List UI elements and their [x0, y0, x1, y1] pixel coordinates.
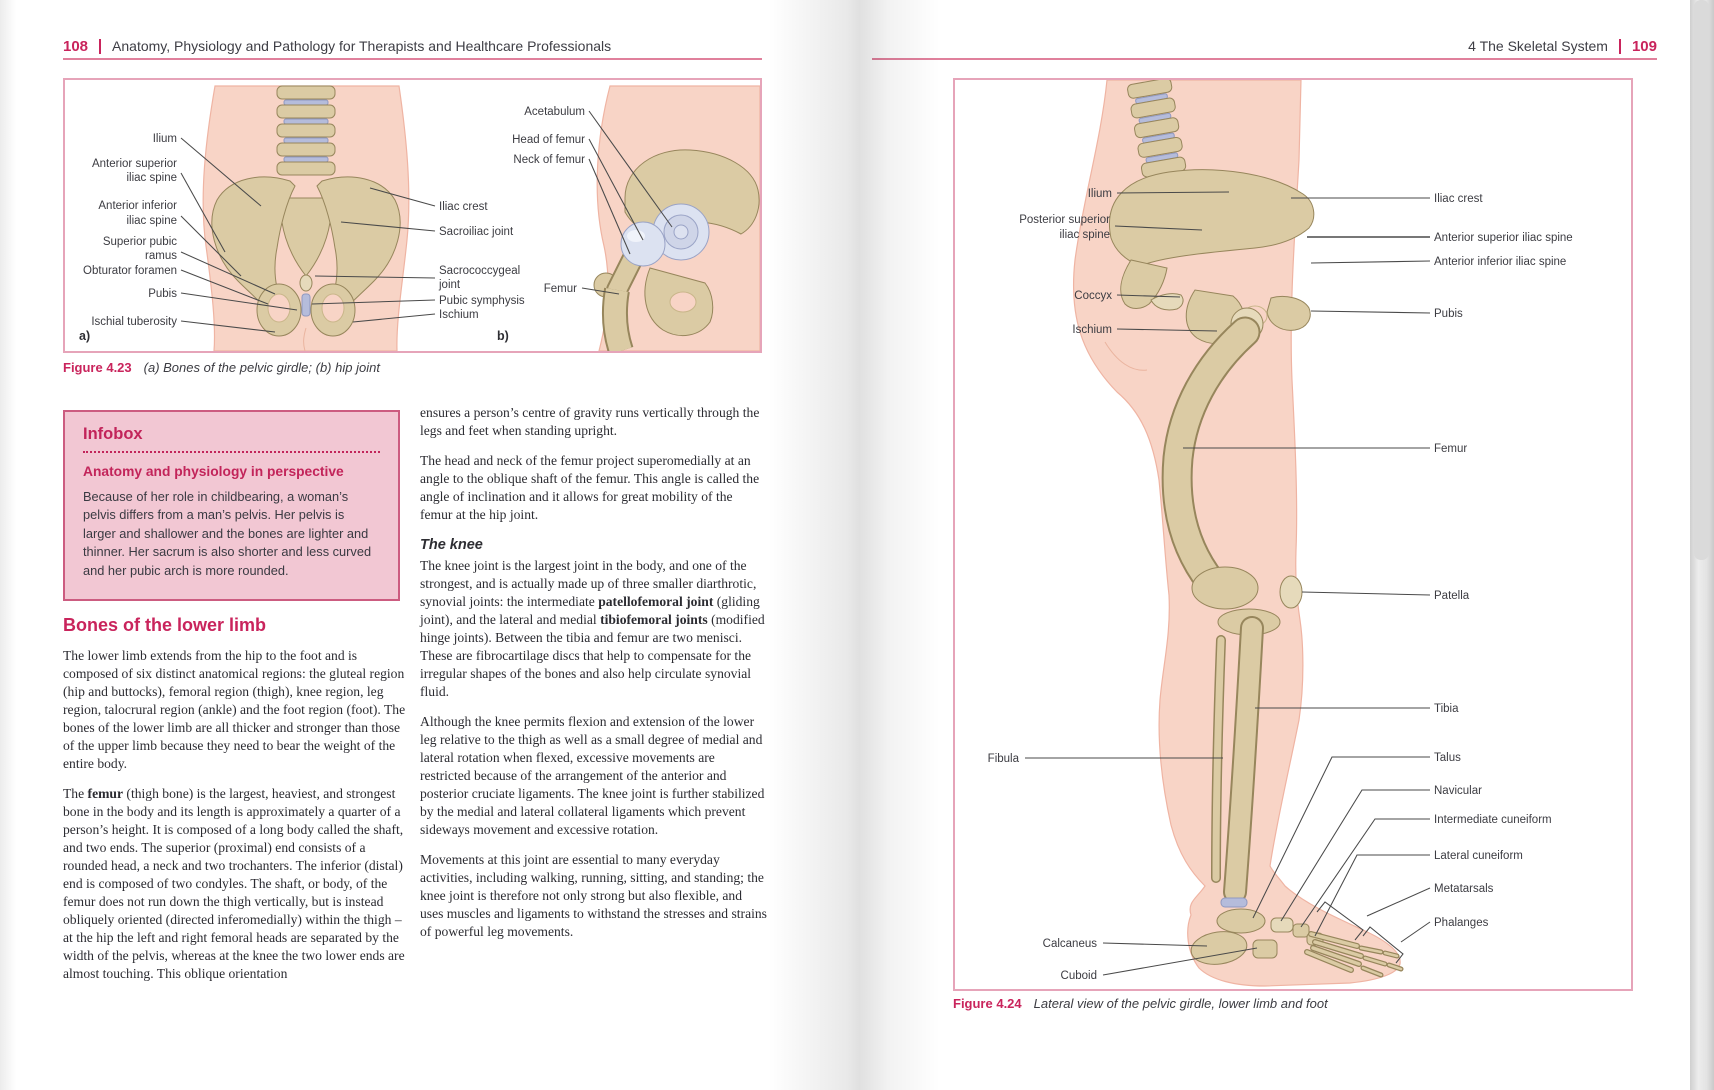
body-paragraph-knee-joints [420, 557, 768, 701]
section-heading: Bones of the lower limb [63, 615, 267, 635]
label-intermediate-cuneiform: Intermediate cuneiform [1434, 814, 1552, 826]
tibiofemoral-term: tibiofemoral joints [600, 612, 708, 627]
label-phalanges: Phalanges [1434, 917, 1489, 929]
infobox-subtitle: Anatomy and physiology in perspective [83, 464, 344, 479]
page-edge-shade [0, 0, 16, 1090]
label-ischium: Ischium [1072, 324, 1112, 336]
femur-paragraph-pre: The [63, 786, 88, 801]
knee-paragraph-s2: (gliding joint), and the lateral and medial [420, 594, 760, 627]
knee-paragraph-s3: (modified hinge joints). Between the tibia and femur are two menisci. These are fibrocartilage discs that help to compensate for the irregular shapes of the bones and also help circulate synovial fluid. [420, 612, 765, 699]
label-ischium: Ischium [439, 309, 479, 321]
label-psis-line2: iliac spine [1059, 229, 1110, 241]
label-ilium: Ilium [1087, 188, 1112, 200]
label-pubis: Pubis [1434, 308, 1463, 320]
cuboid-bone [1253, 940, 1277, 958]
header-rule-left [63, 58, 762, 60]
label-femur: Femur [1434, 443, 1468, 455]
lumbar-spine [277, 86, 335, 175]
label-superior-pubic-ramus-line1: Superior pubic [102, 236, 177, 248]
label-aiis-line1: Anterior inferior [98, 200, 177, 212]
running-header-right [872, 36, 1657, 56]
label-psis-line1: Posterior superior [1019, 214, 1110, 226]
label-aiis-line2: iliac spine [126, 215, 177, 227]
left-page-column-1 [63, 616, 411, 995]
femur-term: femur [87, 786, 124, 801]
label-acetabulum: Acetabulum [524, 106, 585, 118]
femoral-head-highlight [627, 230, 645, 242]
infobox [63, 410, 400, 601]
body-paragraph-gravity: ensures a person’s centre of gravity runs vertically through the legs and feet when standing upright. [420, 405, 760, 438]
body-paragraph-femur [63, 785, 411, 983]
label-pubis: Pubis [148, 288, 177, 300]
left-page-column-2 [420, 404, 768, 953]
running-title-left: Anatomy, Physiology and Pathology for Therapists and Healthcare Professionals [112, 38, 612, 54]
coccyx [300, 275, 312, 291]
femur-shaft [615, 290, 621, 351]
scrollbar-thumb[interactable] [1694, 0, 1709, 560]
ankle-cartilage [1221, 898, 1247, 907]
infobox-divider [83, 451, 380, 453]
label-calcaneus: Calcaneus [1042, 938, 1097, 950]
label-talus: Talus [1434, 752, 1461, 764]
caption-label: Figure 4.24 [953, 996, 1022, 1011]
label-asis: Anterior superior iliac spine [1434, 232, 1573, 244]
body-paragraph-knee-movement: Although the knee permits flexion and extension of the lower leg relative to the thigh as well as a small degree of medial and lateral rotation when flexed, excessive movements are restricted because of the arrangement of the anterior and posterior cruciate ligaments. The knee joint is further stabilized by the medial and lateral collateral ligaments which prevent sideways movement and excessive rotation. [420, 714, 765, 837]
page-number-left: 108 [63, 37, 89, 55]
panel-tag-b: b) [497, 329, 509, 343]
label-cuboid: Cuboid [1060, 970, 1097, 982]
header-divider-left [99, 39, 101, 54]
talus-bone [1217, 909, 1265, 933]
header-divider-right [1619, 39, 1621, 54]
body-paragraph-knee-activities: Movements at this joint are essential to many everyday activities, including walking, running, sitting, and standing; the knee joint is therefore not only strong but also flexible, and uses muscles and ligaments to withstand the stresses and strains of powerful leg movements. [420, 852, 767, 939]
label-obturator-foramen: Obturator foramen [83, 265, 177, 277]
book-gutter-shadow [768, 0, 940, 1090]
label-ilium: Ilium [152, 133, 177, 145]
acetabulum-center [674, 225, 688, 239]
body-paragraph-lower-limb: The lower limb extends from the hip to the foot and is composed of six distinct anatomical regions: the gluteal region (hip and buttocks), femoral region (thigh), knee region, leg region, talocrural region (ankle) and the foot region (foot). The bones of the lower limb are all thicker and stronger than those of the upper limb because they need to bear the weight of the entire body. [63, 648, 406, 771]
figure-4-24-illustration [955, 80, 1631, 989]
caption-text: Lateral view of the pelvic girdle, lower limb and foot [1033, 996, 1328, 1011]
obturator-foramen-right [322, 294, 344, 322]
running-title-right: 4 The Skeletal System [1468, 38, 1608, 54]
body-paragraph-inclination: The head and neck of the femur project superomedially at an angle to the oblique shaft of the femur. This angle is called the angle of inclination and it allows for great mobility of the femur at the hip joint. [420, 453, 760, 522]
label-patella: Patella [1434, 590, 1470, 602]
femur-paragraph-post: (thigh bone) is the largest, heaviest, and strongest bone in the body and its length is approximately a quarter of a person’s height. It is composed of a long body called the shaft, and two ends. The superior (proximal) end consists of a rounded head, a neck and two trochanters. The inferior (distal) end is composed of two condyles. The shaft, or body, of the femur does not run down the thigh vertically, but is instead obliquely oriented (directed inferomedially) within the thigh – at the hip the left and right femoral heads are separated by the width of the pelvis, whereas at the knee the two lower ends are almost touching. This oblique orientation [63, 786, 405, 981]
pelvis-anterior-illustration [203, 86, 409, 351]
knee-paragraph-s1: The knee joint is the largest joint in the body, and one of the strongest, and is actually made up of three smaller diarthrotic, synovial joints: the intermediate [420, 558, 757, 609]
label-pubic-symphysis: Pubic symphysis [439, 295, 525, 307]
label-sacrococcygeal-line2: joint [439, 279, 461, 291]
header-rule-right [872, 58, 1657, 60]
figure-4-23-illustration [65, 80, 760, 351]
label-iliac-crest: Iliac crest [439, 201, 488, 213]
caption-label: Figure 4.23 [63, 360, 132, 375]
femoral-condyles [1192, 567, 1258, 609]
label-lateral-cuneiform: Lateral cuneiform [1434, 850, 1523, 862]
intermediate-cuneiform-bone [1293, 924, 1309, 937]
obturator-foramen-lateral [670, 292, 696, 312]
infobox-body: Because of her role in childbearing, a woman’s pelvis differs from a man’s pelvis. Her pelvis is larger and shallower and the bones are lighter and thinner. Her sacrum is also shorter and less curved and her pubic arch is more rounded. [83, 489, 372, 578]
patella-bone [1280, 576, 1302, 608]
page-number-right: 109 [1631, 37, 1657, 55]
label-superior-pubic-ramus-line2: ramus [145, 250, 177, 262]
label-asis-line1: Anterior superior [91, 158, 177, 170]
label-femur: Femur [543, 283, 577, 295]
running-header-left [63, 36, 762, 56]
panel-tag-a: a) [79, 329, 91, 343]
label-sacrococcygeal-line1: Sacrococcygeal [439, 265, 521, 277]
label-sacroiliac-joint: Sacroiliac joint [439, 226, 514, 238]
label-head-of-femur: Head of femur [512, 134, 585, 146]
hip-joint-illustration [594, 86, 760, 351]
label-navicular: Navicular [1434, 785, 1482, 797]
label-fibula: Fibula [987, 753, 1019, 765]
figure-4-23 [63, 78, 762, 353]
patellofemoral-term: patellofemoral joint [598, 594, 714, 609]
pubic-symphysis-joint [302, 294, 310, 316]
femoral-head [621, 222, 665, 266]
label-tibia: Tibia [1434, 703, 1459, 715]
figure-4-23-caption [63, 360, 762, 375]
infobox-title: Infobox [83, 425, 143, 443]
figure-4-24-caption [953, 996, 1633, 1011]
label-iliac-crest: Iliac crest [1434, 193, 1483, 205]
label-neck-of-femur: Neck of femur [513, 154, 585, 166]
knee-subheading: The knee [420, 537, 483, 553]
label-aiis: Anterior inferior iliac spine [1434, 256, 1567, 268]
label-metatarsals: Metatarsals [1434, 883, 1494, 895]
label-ischial-tuberosity: Ischial tuberosity [91, 316, 177, 328]
label-coccyx: Coccyx [1074, 290, 1112, 302]
figure-4-24 [953, 78, 1633, 991]
caption-text: (a) Bones of the pelvic girdle; (b) hip joint [143, 360, 380, 375]
label-asis-line2: iliac spine [126, 172, 177, 184]
